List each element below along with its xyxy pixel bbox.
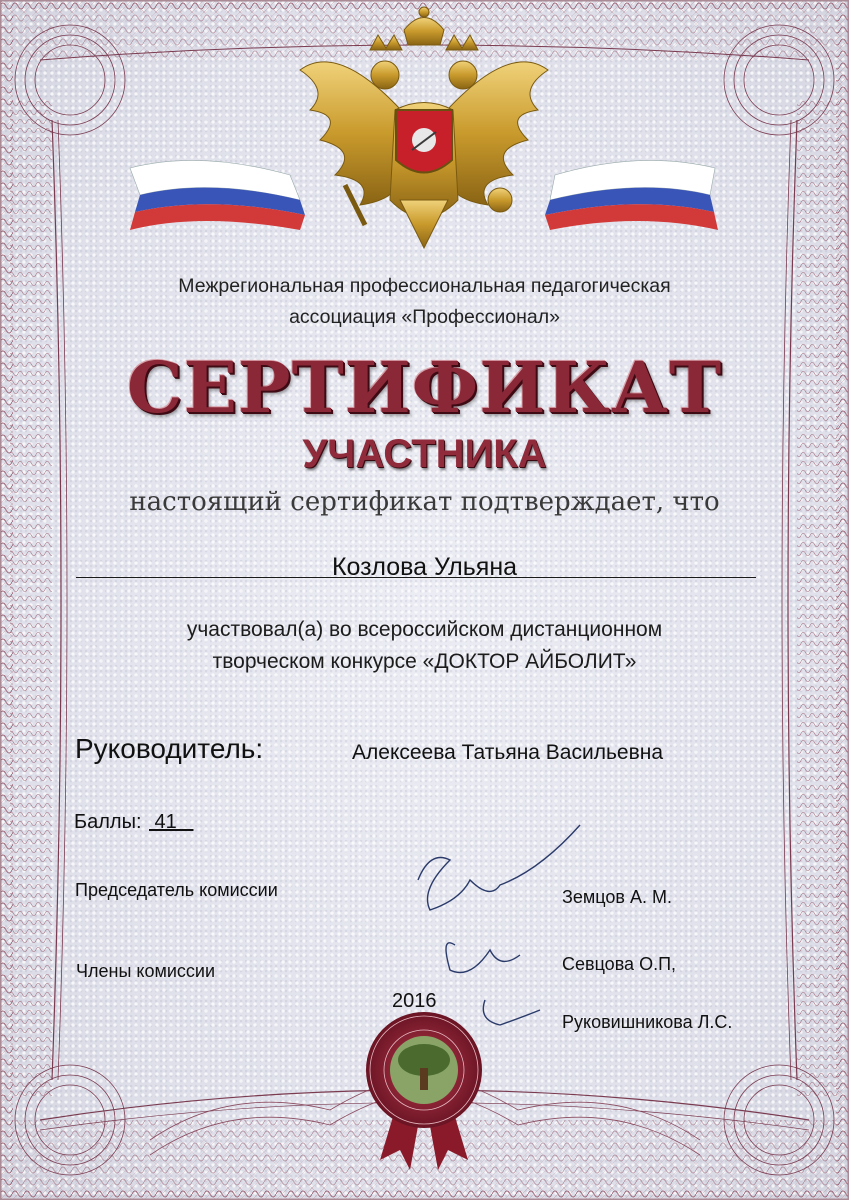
- organization-name: [0, 271, 849, 333]
- signatory-member-1: Севцова О.П,: [562, 954, 677, 974]
- members-label: Члены комиссии: [76, 961, 216, 981]
- contest-description: [0, 614, 849, 678]
- certificate-year: 2016: [392, 990, 437, 1012]
- leader-label: Руководитель:: [75, 733, 264, 764]
- certificate-title: СЕРТИФИКАТ: [126, 346, 723, 429]
- description-line-2: творческом конкурсе «ДОКТОР АЙБОЛИТ»: [212, 650, 637, 673]
- signatory-chairman: Земцов А. М.: [562, 887, 672, 907]
- certificate-subtitle: УЧАСТНИКА: [302, 432, 547, 476]
- organization-line-1: Межрегиональная профессиональная педагогическая: [178, 275, 671, 297]
- signatory-member-2: Руковишникова Л.С.: [562, 1012, 733, 1032]
- participant-name: Козлова Ульяна: [331, 553, 518, 581]
- score-label: Баллы:: [74, 811, 142, 833]
- score-value: 41: [149, 811, 194, 833]
- description-line-1: участвовал(а) во всероссийском дистанционном: [186, 618, 663, 641]
- chairman-label: Председатель комиссии: [75, 880, 278, 900]
- organization-line-2: ассоциация «Профессионал»: [289, 306, 560, 328]
- signature-marks: [418, 825, 580, 1025]
- confirmation-text: настоящий сертификат подтверждает, что: [129, 487, 720, 517]
- leader-name: Алексеева Татьяна Васильевна: [352, 741, 664, 764]
